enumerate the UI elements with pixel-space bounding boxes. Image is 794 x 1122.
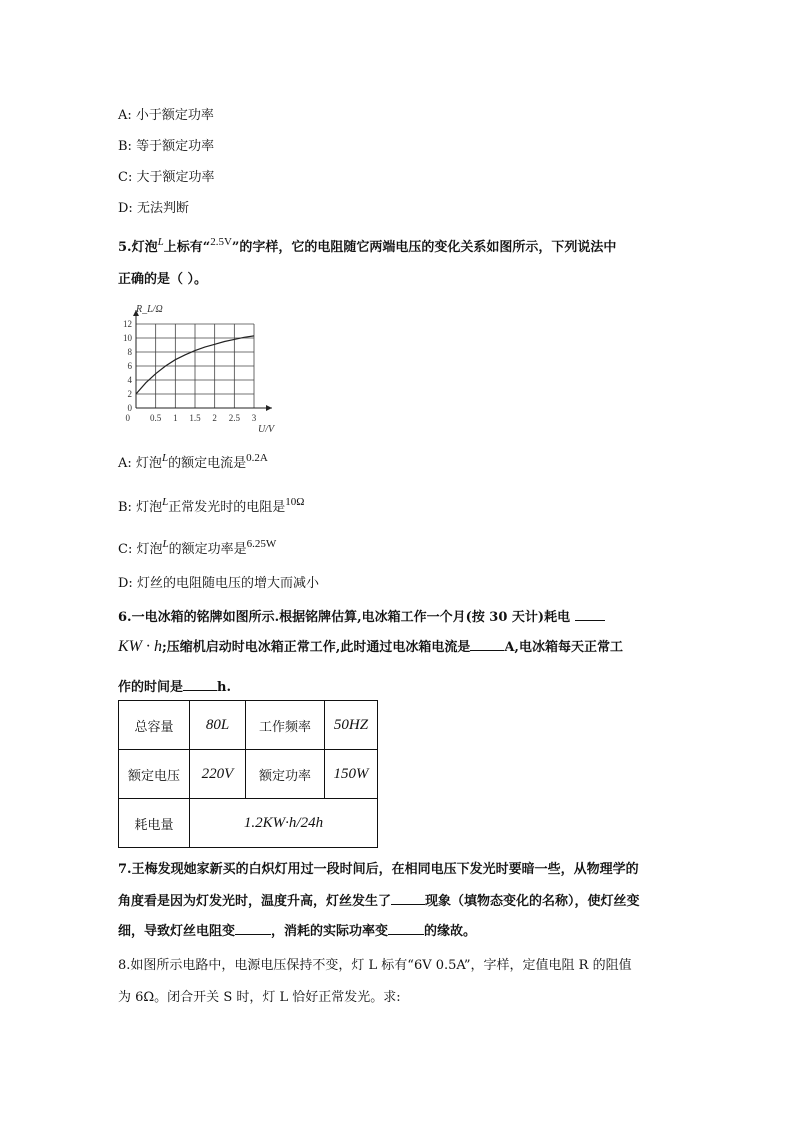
q5-stem-a: 灯泡 xyxy=(131,240,158,255)
table-cell: 总容量 xyxy=(119,701,190,750)
table-row xyxy=(119,701,378,750)
option-mid: 正常发光时的电阻是 xyxy=(168,500,286,515)
x-tick-label: 1.5 xyxy=(189,413,201,423)
table-cell: 220V xyxy=(190,750,246,799)
q4-option-d xyxy=(118,197,189,216)
table-row xyxy=(119,750,378,799)
y-tick-label: 12 xyxy=(123,319,132,329)
q7-text-2b: 现象（填物态变化的名称），使灯丝变 xyxy=(425,894,640,909)
q4-option-a xyxy=(118,104,214,123)
resistance-voltage-chart xyxy=(112,296,282,436)
option-letter: C: xyxy=(118,542,133,557)
y-tick-label: 4 xyxy=(127,375,132,385)
option-letter: A: xyxy=(118,456,132,471)
y-tick-label: 6 xyxy=(127,361,132,371)
table-cell: 耗电量 xyxy=(119,799,190,848)
option-text: 等于额定功率 xyxy=(136,139,215,154)
option-var: L xyxy=(162,496,169,508)
option-text: 灯丝的电阻随电压的增大而减小 xyxy=(136,576,319,591)
option-pre: 灯泡 xyxy=(136,500,163,515)
chart-ticks xyxy=(123,319,257,423)
q6-line2 xyxy=(118,636,623,656)
option-value: 10Ω xyxy=(285,496,305,508)
q5-option-a xyxy=(118,452,268,471)
y-tick-label: 8 xyxy=(127,347,132,357)
q6-text-1: 6.一电冰箱的铭牌如图所示.根据铭牌估算,电冰箱工作一个月(按 30 天计)耗电 xyxy=(118,610,571,625)
q5-stem-b: 上标有“ xyxy=(163,240,211,255)
q4-option-c xyxy=(118,166,214,185)
option-pre: 灯泡 xyxy=(135,456,162,471)
option-letter: A: xyxy=(118,108,132,123)
q6-text-2: ;压缩机启动时电冰箱正常工作,此时通过电冰箱电流是 xyxy=(162,640,471,655)
q5-stem-line1 xyxy=(118,236,616,255)
q5-number: 5. xyxy=(118,240,132,255)
x-axis-arrow xyxy=(266,405,272,411)
answer-blank xyxy=(391,892,425,905)
option-letter: B: xyxy=(118,500,132,515)
option-letter: D: xyxy=(118,201,133,216)
option-letter: C: xyxy=(118,170,133,185)
q7-line2 xyxy=(118,890,640,909)
table-row xyxy=(119,799,378,848)
q7-text-3b: ，消耗的实际功率变 xyxy=(271,924,389,939)
q6-text-3b: h. xyxy=(217,680,231,695)
option-letter: B: xyxy=(118,139,132,154)
option-var: L xyxy=(161,452,169,464)
origin-label: 0 xyxy=(125,413,130,423)
q5-rating: 2.5V xyxy=(210,236,232,248)
q5-var-l: L xyxy=(157,236,164,248)
x-axis-label: U/V xyxy=(258,424,275,435)
q4-option-b xyxy=(118,135,214,154)
option-value: 0.2A xyxy=(246,452,268,464)
q6-line1 xyxy=(118,606,605,625)
q5-option-b xyxy=(118,496,304,515)
option-mid: 的额定电流是 xyxy=(168,456,247,471)
answer-blank xyxy=(388,922,424,935)
x-tick-label: 2 xyxy=(212,413,217,423)
option-text: 无法判断 xyxy=(136,201,189,216)
table-cell: 工作频率 xyxy=(246,701,325,750)
q7-text-2a: 角度看是因为灯发光时，温度升高，灯丝发生了 xyxy=(118,894,392,909)
x-tick-label: 1 xyxy=(173,413,178,423)
q6-text-3a: 作的时间是 xyxy=(118,680,184,695)
q7-text-3c: 的缘故。 xyxy=(424,924,477,939)
q7-line3 xyxy=(118,920,476,939)
table-cell: 80L xyxy=(190,701,246,750)
q5-stem-line2: 正确的是（ ）。 xyxy=(118,272,208,287)
option-letter: D: xyxy=(118,576,133,591)
option-mid: 的额定功率是 xyxy=(168,542,247,557)
table-cell: 50HZ xyxy=(325,701,378,750)
q7-line1: 7.王梅发现她家新买的白炽灯用过一段时间后，在相同电压下发光时要暗一些，从物理学的 xyxy=(118,862,639,877)
y-tick-label: 10 xyxy=(123,333,132,343)
chart-axes xyxy=(133,310,272,411)
nameplate-table xyxy=(118,700,378,848)
q5-option-c xyxy=(118,538,276,557)
table-cell: 1.2KW·h/24h xyxy=(190,799,378,848)
x-tick-label: 3 xyxy=(251,413,257,423)
q8-line2: 为 6Ω。闭合开关 S 时，灯 L 恰好正常发光。求: xyxy=(118,990,401,1005)
q7-text-3a: 细，导致灯丝电阻变 xyxy=(118,924,236,939)
answer-blank xyxy=(470,638,504,651)
q5-stem-c: ”的字样，它的电阻随它两端电压的变化关系如图所示，下列说法中 xyxy=(231,240,617,255)
option-value: 6.25W xyxy=(246,538,277,550)
option-text: 小于额定功率 xyxy=(135,108,214,123)
x-tick-label: 2.5 xyxy=(228,413,240,423)
answer-blank xyxy=(575,608,605,621)
chart-grid xyxy=(136,324,254,408)
q6-unit: KW · h xyxy=(118,638,162,655)
q6-text-2b: A,电冰箱每天正常工 xyxy=(504,640,623,655)
table-cell: 150W xyxy=(325,750,378,799)
table-cell: 额定电压 xyxy=(119,750,190,799)
option-var: L xyxy=(162,538,169,550)
table-cell: 额定功率 xyxy=(246,750,325,799)
answer-blank xyxy=(235,922,271,935)
y-tick-label: 2 xyxy=(127,389,132,399)
y-axis-label: R_L/Ω xyxy=(136,304,163,315)
option-pre: 灯泡 xyxy=(136,542,163,557)
option-text: 大于额定功率 xyxy=(136,170,215,185)
q8-line1: 8.如图所示电路中，电源电压保持不变，灯 L 标有“6V 0.5A”，字样，定值电阻 R 的阻值 xyxy=(118,958,632,973)
q6-line3 xyxy=(118,676,231,695)
y-tick-label: 0 xyxy=(127,403,132,413)
x-tick-label: 0.5 xyxy=(150,413,162,423)
q5-option-d xyxy=(118,572,319,591)
answer-blank xyxy=(183,678,217,691)
